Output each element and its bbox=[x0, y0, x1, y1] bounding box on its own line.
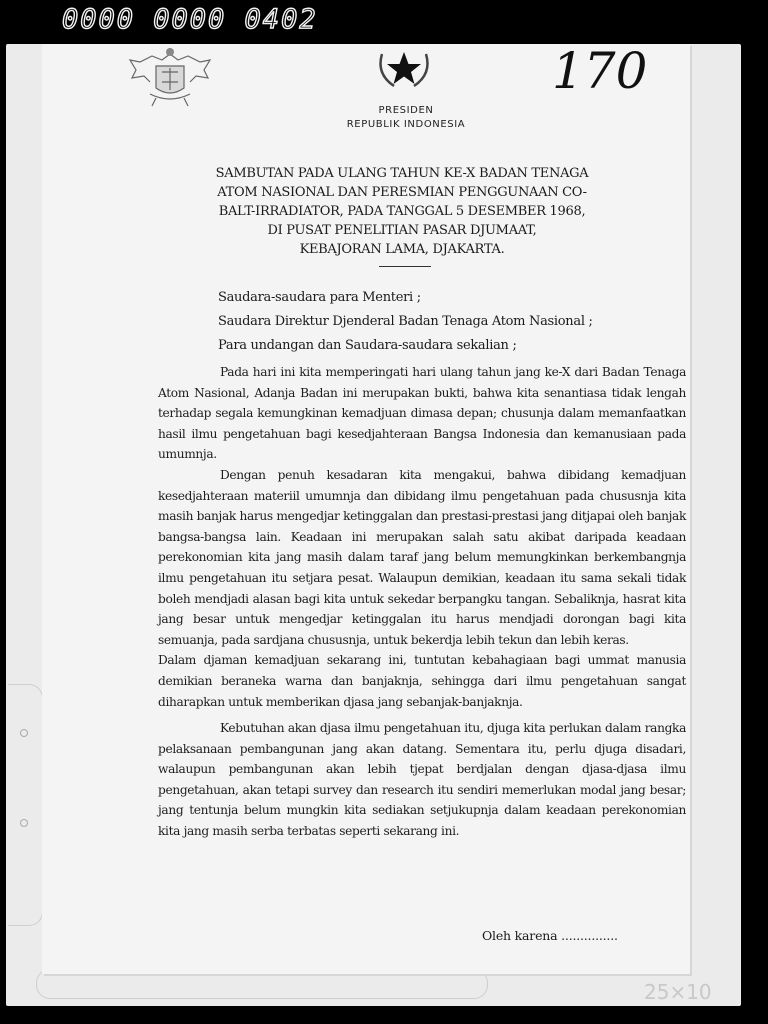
letter-page bbox=[42, 44, 690, 974]
paragraph: Kebutuhan akan djasa ilmu pengetahuan itu, djuga kita perlukan dalam rangka pelaksanaan pembangunan jang akan datang. Sementara itu, perlu djuga disadari, walaupun pembangunan akan lebih tjepat berdjalan dengan djasa-djasa ilmu pengetahuan, akan tetapi survey dan research itu sendiri memerlukan modal jang besar; jang tentunja belum mungkin kita sediakan setjukupnja dalam keadaan perekonomian kita jang masih serba terbatas seperti sekarang ini. bbox=[158, 721, 686, 839]
letterhead bbox=[272, 104, 540, 132]
binder-hole bbox=[20, 729, 28, 737]
paragraph: Pada hari ini kita memperingati hari ulang tahun jang ke-X dari Badan Tenaga Atom Nasional, Adanja Badan ini merupakan bukti, bahwa kita senantiasa tidak lengah terhadap segala kemungkinan kemadjuan dimasa depan; chusunja dalam memanfaatkan hasil ilmu pengetahuan bagi kesedjahteraan Bangsa Indonesia dan kemanusiaan pada umumnja. bbox=[158, 365, 686, 462]
salutation-line: Saudara Direktur Djenderal Badan Tenaga Atom Nasional ; bbox=[218, 314, 593, 329]
binder-hole bbox=[20, 819, 28, 827]
title-underline bbox=[379, 266, 431, 267]
document-sheet bbox=[6, 44, 741, 1006]
closing-continuation: Oleh karena ............... bbox=[482, 928, 618, 943]
paragraph: Dalam djaman kemadjuan sekarang ini, tuntutan kebahagiaan bagi ummat manusia demikian beraneka warna dan banjaknja, sehingga dari ilmu pengetahuan sangat diharapkan untuk memberikan djasa jang sebanjak-banjaknja. bbox=[158, 653, 686, 709]
letterhead-line: PRESIDEN bbox=[378, 105, 434, 116]
paragraph: Dengan penuh kesadaran kita mengakui, bahwa dibidang kemadjuan kesedjahteraan materiil umumnja dan dibidang ilmu pengetahuan pada chususnja kita masih banjak harus mengedjar ketinggalan dan prestasi-prestasi jang ditjapai oleh banjak bangsa-bangsa lain. Keadaan ini merupakan salah satu akibat daripada keadaan perekonomian kita jang masih dalam taraf jang belum memungkinkan berkembangnja ilmu pengetahuan itu setjara pesat. Walaupun demikian, keadaan itu sama sekali tidak boleh mendjadi alasan bagi kita untuk sekedar berpangku tangan. Sebaliknja, hasrat kita jang besar untuk mengedjar ketinggalan itu harus mendjadi dorongan bagi kita semuanja, pada sardjana chususnja, untuk bekerdja lebih tekun dan lebih keras. bbox=[158, 467, 686, 647]
salutation bbox=[218, 286, 678, 358]
presidential-star-emblem-icon bbox=[364, 44, 444, 92]
garuda-emblem-icon bbox=[122, 44, 218, 110]
letterhead-line: REPUBLIK INDONESIA bbox=[346, 119, 466, 130]
title-line: SAMBUTAN PADA ULANG TAHUN KE-X BADAN TENAGA bbox=[215, 166, 589, 181]
microfilm-frame-number: 0000 0000 0402 bbox=[62, 4, 318, 35]
scale-mark: 25×10 bbox=[644, 980, 712, 1004]
salutation-line: Para undangan dan Saudara-saudara sekalian ; bbox=[218, 338, 517, 353]
handwritten-page-number: 170 bbox=[552, 42, 648, 100]
salutation-line: Saudara-saudara para Menteri ; bbox=[218, 290, 421, 305]
speech-title bbox=[192, 164, 612, 259]
speech-body bbox=[158, 362, 686, 842]
binder-strip bbox=[8, 684, 43, 926]
title-line: DI PUSAT PENELITIAN PASAR DJUMAAT, bbox=[267, 223, 537, 238]
title-line: BALT-IRRADIATOR, PADA TANGGAL 5 DESEMBER 1968, bbox=[218, 204, 586, 219]
title-line: ATOM NASIONAL DAN PERESMIAN PENGGUNAAN CO- bbox=[217, 185, 587, 200]
title-line: KEBAJORAN LAMA, DJAKARTA. bbox=[299, 242, 505, 257]
